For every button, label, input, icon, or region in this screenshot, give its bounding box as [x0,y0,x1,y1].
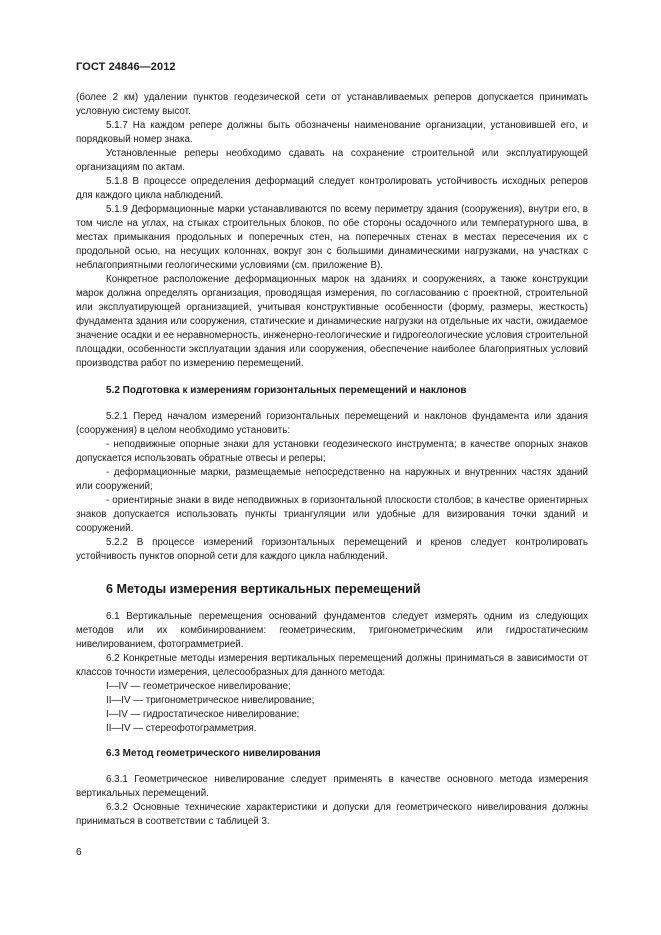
running-header-doc-code: ГОСТ 24846—2012 [76,61,176,73]
list-item: I—IV — гидростатическое нивелирование; [106,709,300,720]
paragraph-6-2: 6.2 Конкретные методы измерения вертикальных перемещений должны приниматься в зависимости от классов точности измерения, целесообразных для данного метода: [76,653,588,678]
section-heading-6: 6 Методы измерения вертикальных перемещений [106,582,421,596]
paragraph: Установленные реперы необходимо сдавать на сохранение строительной или эксплуатирующей организациям по актам. [76,148,588,173]
section-heading-5-2: 5.2 Подготовка к измерениям горизонтальных перемещений и наклонов [106,385,467,396]
list-item: II—IV — тригонометрическое нивелирование; [106,695,315,706]
paragraph-5-1-9: 5.1.9 Деформационные марки устанавливаются по всему периметру здания (сооружения), внутри его, в том числе на углах, на стыках строительных блоков, по обе стороны осадочного или температурного шва, в местах примыкания продольных и поперечных стен, на поперечных стенах в местах пересечения их с продольной осью, на несущих колоннах, вокруг зон с большими динамическими нагрузками, на участках с неблагоприятными геологическими условиями (см. приложение В). [76,204,588,271]
list-item: - ориентирные знаки в виде неподвижных в горизонтальной плоскости столбов; в качестве ориентирных знаков допускается использовать пункты триангуляции или удобные для визирования точки зданий и сооружений. [76,495,588,534]
paragraph: Конкретное расположение деформационных марок на зданиях и сооружениях, а также конструкции марок должна определять организация, проводящая измерения, по согласованию с проектной, строительной или эксплуатирующей организацией, учитывая конструктивные особенности (форму, размеры, жесткость) фундамента здания или сооружения, статические и динамические нагрузки на отдельные их части, ожидаемое значение осадки и ее неравномерность, инженерно-геологические и гидрогеологические условия строительной площадки, особенности эксплуатации здания или сооружения, обеспечение наиболее благоприятных условий производства работ по измерению перемещений. [76,274,588,369]
page-content [76,91,588,829]
paragraph-5-2-2: 5.2.2 В процессе измерений горизонтальных перемещений и кренов следует контролировать устойчивость пунктов опорной сети для каждого цикла наблюдений. [76,537,588,562]
list-item: - деформационные марки, размещаемые непосредственно на наружных и внутренних частях зданий или сооружений; [76,467,588,492]
list-item: - неподвижные опорные знаки для установки геодезического инструмента; в качестве опорных знаков допускается использовать обратные отвесы и реперы; [76,439,588,464]
paragraph-5-2-1: 5.2.1 Перед началом измерений горизонтальных перемещений и наклонов фундамента или здания (сооружения) в целом необходимо установить: [76,411,588,436]
page-number: 6 [76,847,82,858]
list-item: II—IV — стереофотограмметрия. [106,723,257,734]
paragraph-6-3-1: 6.3.1 Геометрическое нивелирование следует применять в качестве основного метода измерения вертикальных перемещений. [76,774,588,799]
paragraph-5-1-7: 5.1.7 На каждом репере должны быть обозначены наименование организации, установившей его, и порядковый номер знака. [76,120,588,145]
list-item: I—IV — геометрическое нивелирование; [106,681,291,692]
paragraph-6-1: 6.1 Вертикальные перемещения оснований фундаментов следует измерять одним из следующих методов или их комбинированием: геометрическим, тригонометрическим или гидростатическим нивелированием, фотограмметрией. [76,611,588,650]
paragraph: (более 2 км) удалении пунктов геодезической сети от устанавливаемых реперов допускается принимать условную систему высот. [76,92,588,117]
paragraph-6-3-2: 6.3.2 Основные технические характеристики и допуски для геометрического нивелирования должны приниматься в соответствии с таблицей 3. [76,802,588,827]
paragraph-5-1-8: 5.1.8 В процессе определения деформаций следует контролировать устойчивость исходных реперов для каждого цикла наблюдений. [76,176,588,201]
section-heading-6-3: 6.3 Метод геометрического нивелирования [106,748,321,759]
